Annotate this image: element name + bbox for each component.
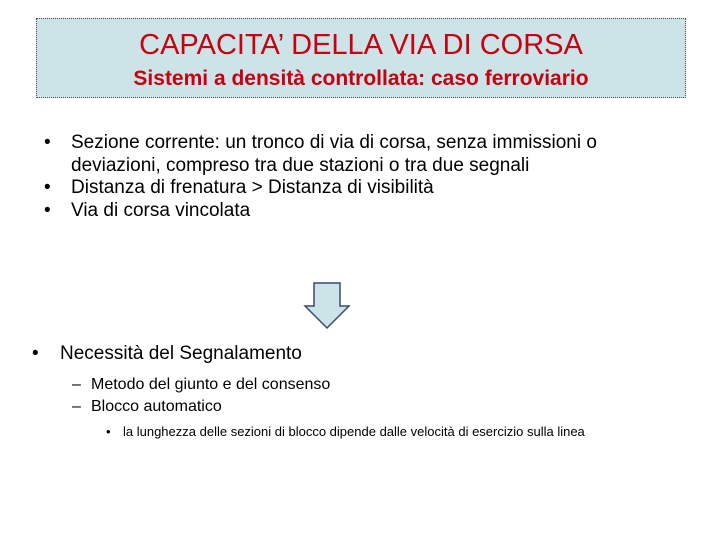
title-box: [36, 18, 686, 98]
list-item: [72, 374, 330, 396]
main-bullet-text: Necessità del Segnalamento: [60, 343, 302, 364]
top-bullet-list: [44, 132, 684, 222]
bullet-marker: •: [32, 343, 39, 364]
main-bullet: [32, 342, 302, 366]
bullet-text: Distanza di frenatura > Distanza di visibilità: [71, 177, 434, 198]
dash-marker: –: [72, 376, 81, 393]
bullet-text: Via di corsa vincolata: [71, 199, 251, 221]
slide-title: CAPACITA’ DELLA VIA DI CORSA: [139, 29, 583, 61]
bullet-text: Sezione corrente: un tronco di via di corsa, senza immissioni o deviazioni, compreso tra due stazioni o tra due segnali: [71, 132, 597, 176]
list-item: [72, 396, 330, 418]
sub-item-text: Metodo del giunto e del consenso: [91, 376, 331, 393]
bullet-marker: •: [44, 132, 51, 153]
bullet-marker: •: [106, 424, 111, 439]
dash-marker: –: [72, 398, 81, 415]
subsub-bullet-list: [106, 424, 686, 440]
list-item: [44, 132, 684, 177]
slide-subtitle: Sistemi a densità controllata: caso ferroviario: [133, 67, 589, 90]
sub-bullet-list: [72, 374, 330, 418]
bullet-marker: •: [44, 177, 51, 198]
bullet-marker: •: [44, 199, 51, 221]
sub-item-text: Blocco automatico: [91, 398, 222, 415]
subsub-item-text: la lunghezza delle sezioni di blocco dipende dalle velocità di esercizio sulla linea: [123, 424, 585, 439]
down-arrow-icon: [303, 282, 351, 330]
list-item: [106, 424, 686, 440]
list-item: [44, 200, 684, 223]
down-arrow-shape: [305, 283, 349, 328]
list-item: [44, 177, 684, 200]
